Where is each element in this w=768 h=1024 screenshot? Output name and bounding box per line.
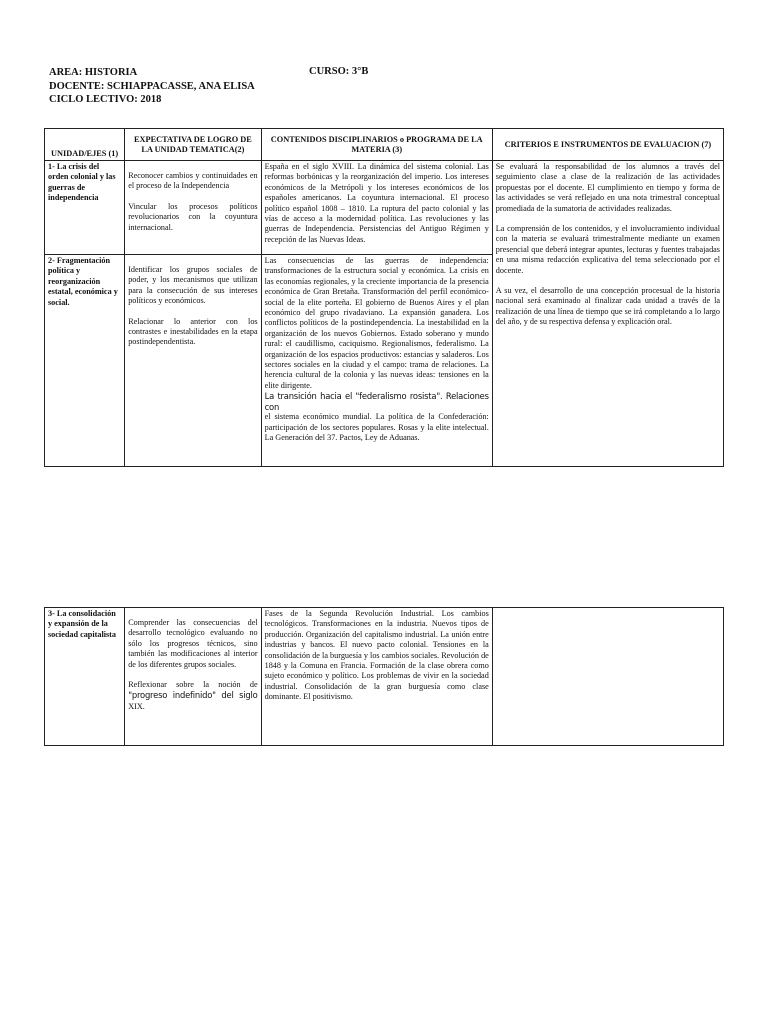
unit-1-title: 1- La crisis del orden colonial y las guerras de independencia [45,161,125,255]
header-criterios: CRITERIOS E INSTRUMENTOS DE EVALUACION (7) [492,129,723,161]
criteria-paragraph: Se evaluará la responsabilidad de los alumnos a través del seguimiento clase a clase de la realización de las actividades propuestas por el docente. El cumplimiento en tiempo y forma de las actividades se verá reflejado en una nota trimestral conceptual promediada de la sumatoria de actividades realizadas. [495,162,720,213]
unit-2-expectations [125,255,261,467]
ciclo-label: CICLO LECTIVO: 2018 [49,94,162,105]
unit-1-expectation: Reconocer cambios y continuidades en el proceso de la Independencia [128,171,258,191]
table-header-row [45,129,724,161]
unit-2-title: 2- Fragmentación política y reorganización estatal, económica y social. [45,255,125,467]
unit-3-criteria [492,608,723,746]
unit-2-content-text: el sistema económico mundial. La política de la Confederación: participación de los sectores populares. Rosas y la elite intelectual. La Generación del 37. Pactos, Ley de Aduanas. [264,412,489,442]
criteria-paragraph: La comprensión de los contenidos, y el involucramiento individual con la materia se evaluará trimestralmente mediante un examen presencial que deberá integrar apuntes, lecturas y fuentes trabajadas en una misma redacción explicativa del tema seleccionado por el docente. [495,224,720,275]
unit-3-expectation-text: Reflexionar sobre la noción de [128,680,258,690]
unit-3-title: 3- La consolidación y expansión de la sociedad capitalista [45,608,125,746]
unit-1-expectations [125,161,261,255]
header-expectativa: EXPECTATIVA DE LOGRO DE LA UNIDAD TEMATICA(2) [125,129,261,161]
unit-2-content-highlight: La transición hacia el "federalismo rosista". Relaciones con [264,391,489,412]
planning-table-continued [44,607,724,746]
criteria-paragraph: A su vez, el desarrollo de una concepción procesual de la historia nacional será examinado al finalizar cada unidad a través de la realización de una línea de tiempo que se irá completando a lo largo del año, y de su respectiva defensa y explicación oral. [495,286,720,327]
curso-label: CURSO: 3°B [309,66,369,77]
unit-3-content: Fases de la Segunda Revolución Industrial. Los cambios tecnológicos. Transformaciones en la industria. Nuevos tipos de producción. Organización del capitalismo industrial. La unión entre industrias y bancos. El nuevo pacto colonial. Tensiones en la consolidación de la burguesía y los cambios sociales. Revolución de 1848 y la Comuna en Francia. Formación de la clase obrera como sujeto económico y político. Los problemas de vivir en la sociedad industrial. Consolidación de la gran burguesía como clase dominante. El positivismo. [261,608,492,746]
header-unidad: UNIDAD/EJES (1) [45,129,125,161]
unit-3-expectation-text: XIX. [128,701,145,711]
evaluation-criteria [492,161,723,467]
unit-2-content [261,255,492,467]
unit-2-expectation: Identificar los grupos sociales de poder, y los mecanismos que utilizan para la consecución de sus intereses políticos y económicos. [128,265,258,306]
table-row [45,161,724,255]
document-header [49,66,255,107]
unit-3-expectations [125,608,261,746]
unit-1-expectation: Vincular los procesos políticos revolucionarios con la coyuntura internacional. [128,201,258,232]
unit-3-expectation-highlight: "progreso indefinido" del siglo [128,690,258,701]
table-row [45,608,724,746]
planning-table [44,128,724,467]
unit-3-expectation [128,680,257,712]
unit-2-content-text: Las consecuencias de las guerras de independencia: transformaciones de la estructura social y económica. La crisis en las economías regionales, y la creciente importancia de la presencia económica de Gran Bretaña. Transformación del perfil económico-social de la elite porteña. El gobierno de Buenos Aires y el plan económico del grupo rivadaviano. La expansión ganadera. Los conflictos políticos de la postindependencia. La inestabilidad en la organización de los nuevos Gobiernos. Estado soberano y mundo rural: el caudillismo, caciquismo. Regionalismos, federalismo. La organización de los espacios productivos: estancias y saladeros. Los sectores sociales en la ciudad y el campo: trama de relaciones. La herencia cultural de la colonia y las nuevas ideas: tensiones en la elite dirigente. [264,256,489,390]
unit-3-expectation: Comprender las consecuencias del desarrollo tecnológico evaluando no sólo los progresos técnicos, sino también las modificaciones al interior de los diferentes grupos sociales. [128,618,258,669]
header-contenidos: CONTENIDOS DISCIPLINARIOS o PROGRAMA DE LA MATERIA (3) [261,129,492,161]
unit-1-content: España en el siglo XVIII. La dinámica del sistema colonial. Las reformas borbónicas y la reorganización del imperio. Los intereses económicos de la Metrópoli y los intereses económicos de los españoles americanos. La coyuntura internacional. El proceso político español 1808 – 1810. La ruptura del pacto colonial y las vías de acceso a la modernidad política. Las revoluciones y las guerras de Independencia. Persistencias del Antiguo Régimen y recepción de las Nuevas Ideas. [261,161,492,255]
docente-label: DOCENTE: SCHIAPPACASSE, ANA ELISA [49,80,255,92]
area-label: AREA: HISTORIA [49,67,138,78]
unit-2-expectation: Relacionar lo anterior con los contrastes e inestabilidades en la etapa postindependentista. [128,316,258,347]
